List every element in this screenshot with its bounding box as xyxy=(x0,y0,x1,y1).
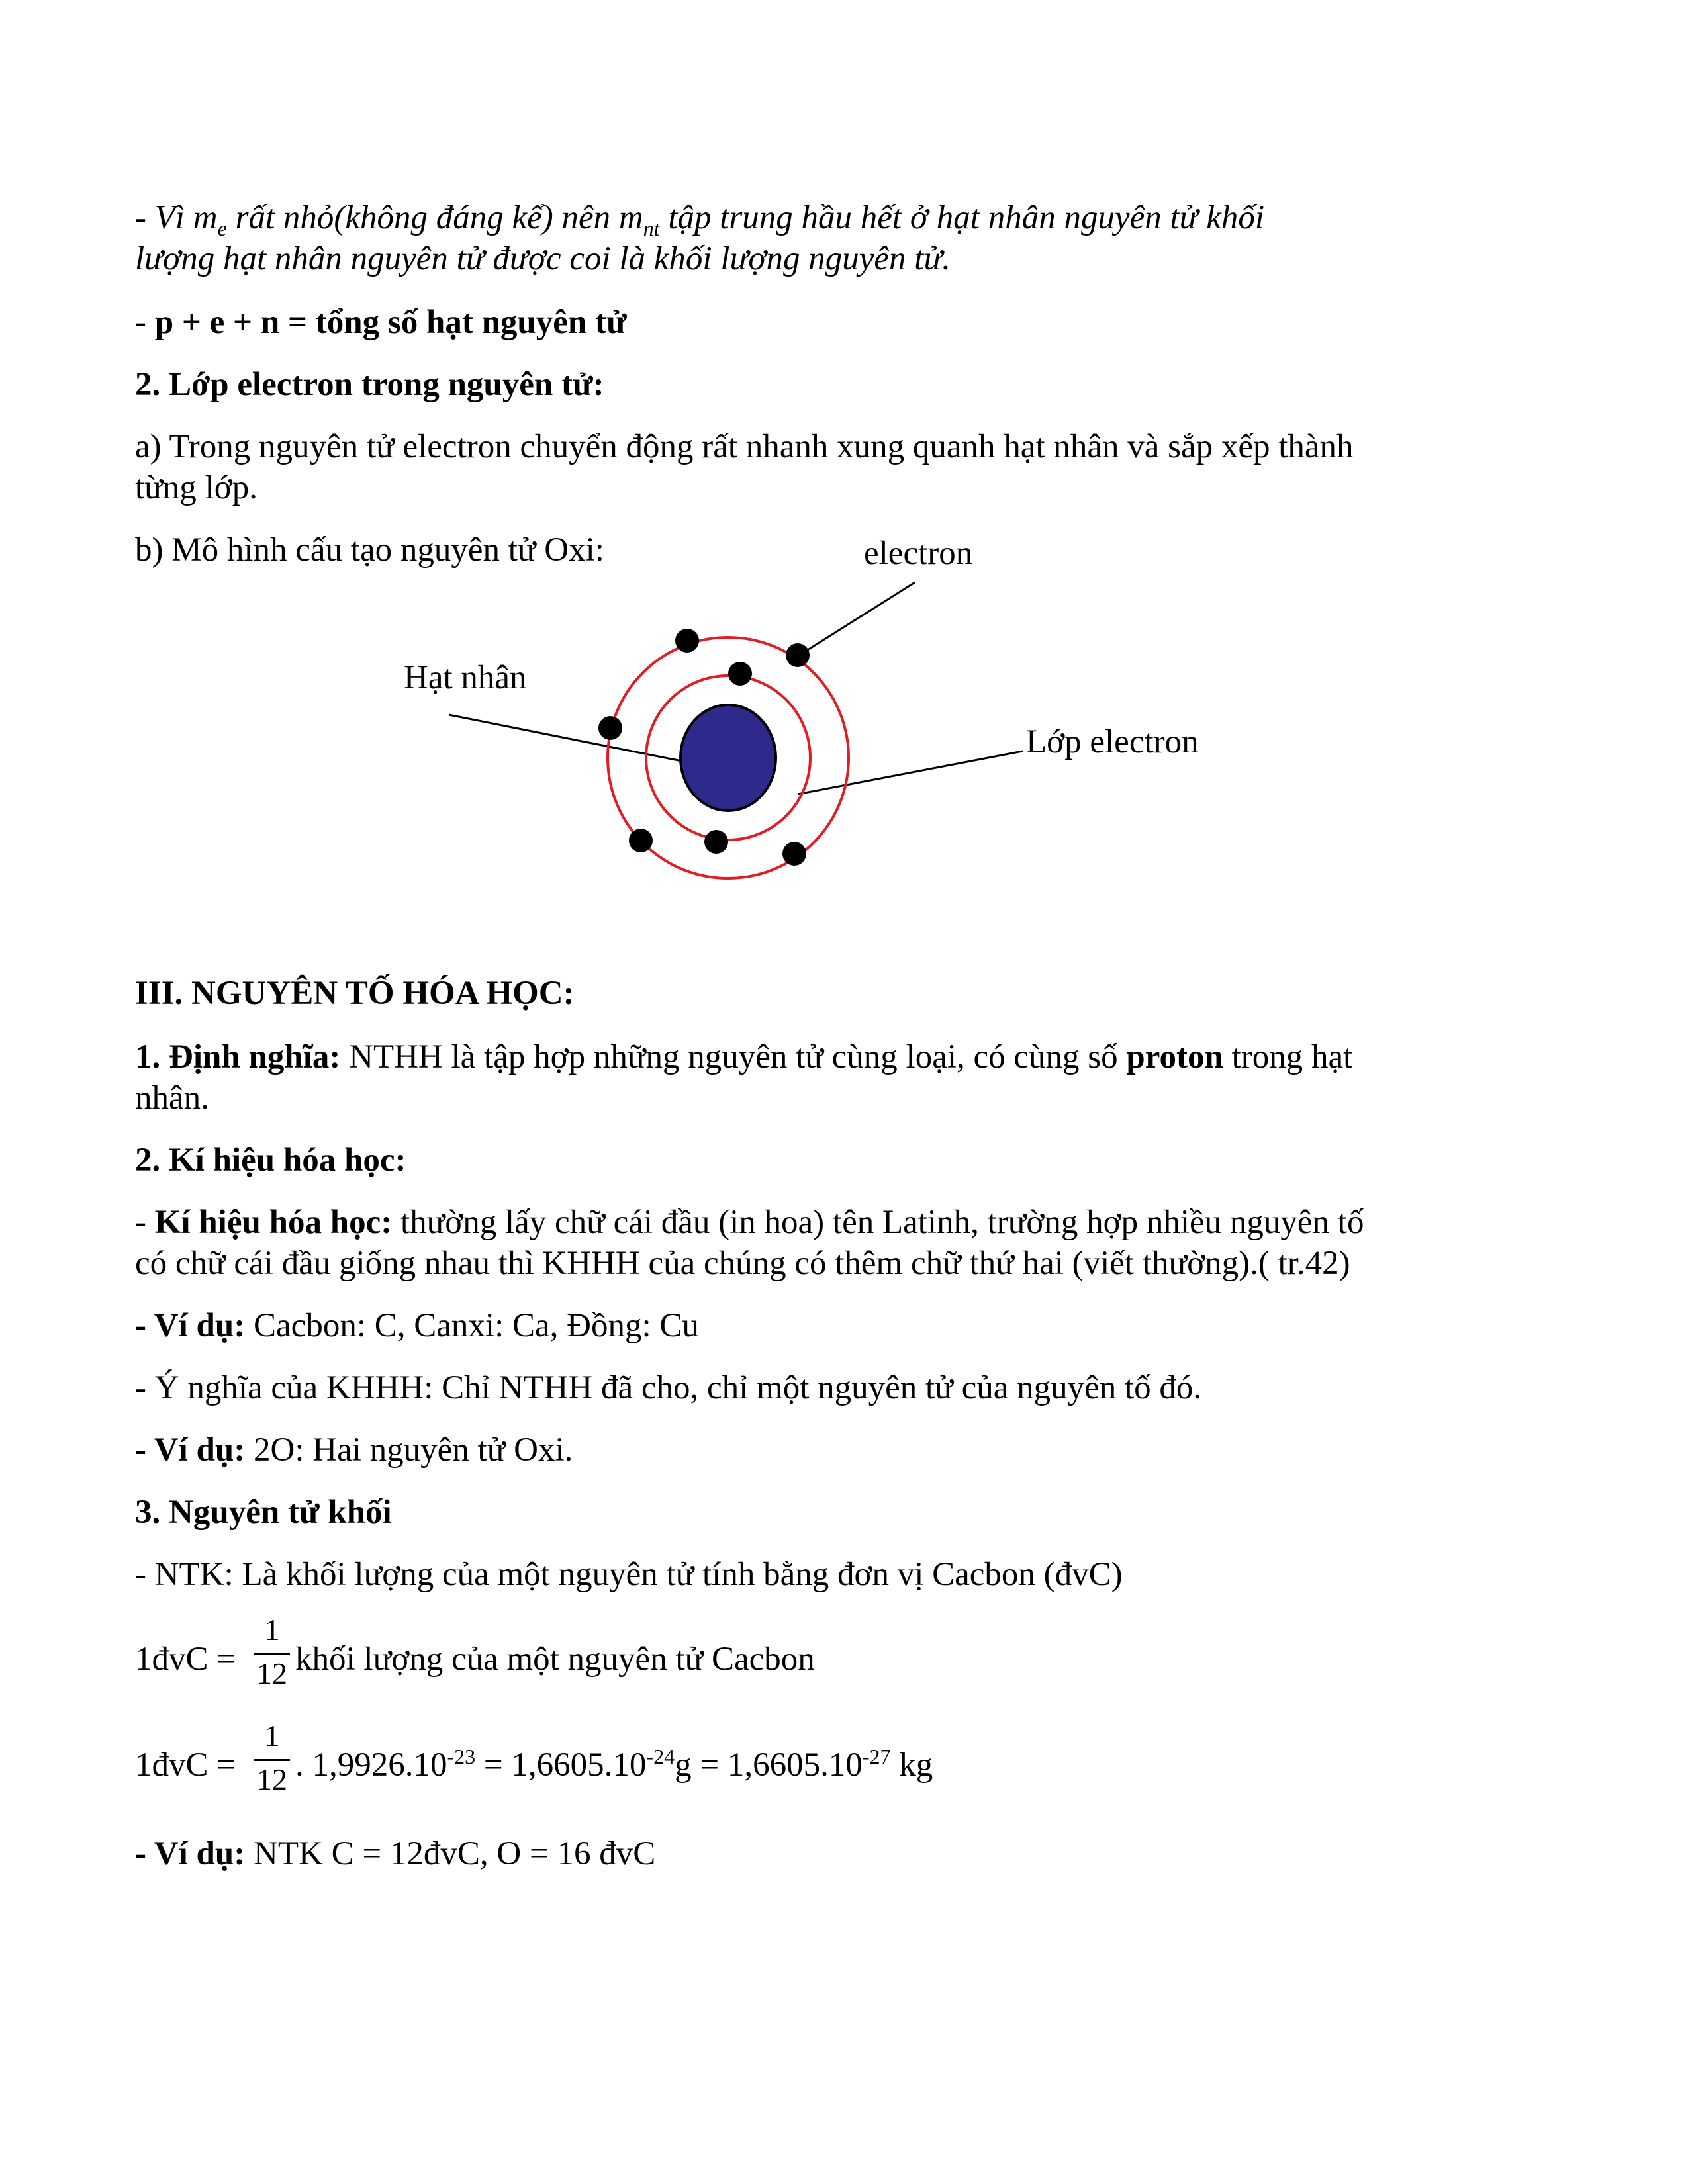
symbol-heading: 2. Kí hiệu hóa học: xyxy=(135,1142,406,1179)
electron-layer-a-line-1: a) Trong nguyên tử electron chuyển động rất nhanh xung quanh hạt nhân và sắp xếp thành xyxy=(135,428,1354,465)
symbol-desc-line-2: có chữ cái đầu giống nhau thì KHHH của chúng có thêm chữ thứ hai (viết thường).( tr.42) xyxy=(135,1245,1350,1282)
definition-line-2: nhân. xyxy=(135,1079,209,1116)
electron-layer-a-line-2: từng lớp. xyxy=(135,469,258,506)
oxygen-atom-diagram xyxy=(0,516,1688,900)
outer-electron xyxy=(782,842,806,866)
example-symbols: - Ví dụ: Cacbon: C, Canxi: Ca, Đồng: Cu xyxy=(135,1307,699,1344)
equation-1-lhs: 1đvC = xyxy=(135,1641,236,1678)
outer-electron xyxy=(675,629,699,653)
label-electron: electron xyxy=(864,535,973,572)
mass-note-line-1: - Vì $m_e$ rất nhỏ(không đáng kể) nên $m_{nt}$ tập trung hầu hết ở hạt nhân nguyên tử khối xyxy=(135,199,1265,241)
equation-1-rhs: khối lượng của một nguyên tử Cacbon xyxy=(295,1641,815,1678)
nucleus xyxy=(680,705,776,811)
example-2o: - Ví dụ: 2O: Hai nguyên tử Oxi. xyxy=(135,1432,573,1469)
electron-layer-b-line: b) Mô hình cấu tạo nguyên tử Oxi: xyxy=(135,531,604,569)
equation-2-rhs: . $1,9926.10^{-23} = 1,6605.10^{-24}g = 1,6605.10^{-27}$ kg xyxy=(295,1745,933,1784)
pointer-electron xyxy=(808,582,915,650)
particle-sum-formula: - p + e + n = tổng số hạt nguyên tử xyxy=(135,304,627,341)
outer-electron xyxy=(786,643,810,667)
electron-layer-heading: 2. Lớp electron trong nguyên tử: xyxy=(135,366,604,403)
atomic-mass-heading: 3. Nguyên tử khối xyxy=(135,1494,392,1531)
equation-2-lhs: 1đvC = xyxy=(135,1747,236,1784)
definition-line-1: 1. Định nghĩa: NTHH là tập hợp những nguyên tử cùng loại, có cùng số proton trong hạt xyxy=(135,1038,1353,1075)
inner-electron xyxy=(704,830,728,854)
symbol-meaning: - Ý nghĩa của KHHH: Chỉ NTHH đã cho, chỉ một nguyên tử của nguyên tố đó. xyxy=(135,1369,1202,1406)
section-element-heading: III. NGUYÊN TỐ HÓA HỌC: xyxy=(135,975,575,1012)
inner-electron xyxy=(728,662,752,686)
label-electron-layer: Lớp electron xyxy=(1026,723,1199,760)
pointer-electron-layer xyxy=(798,751,1023,794)
outer-electron xyxy=(629,829,653,852)
mass-note-line-2: lượng hạt nhân nguyên tử được coi là khối lượng nguyên tử. xyxy=(135,240,951,277)
label-nucleus: Hạt nhân xyxy=(404,659,527,696)
ntk-definition: - NTK: Là khối lượng của một nguyên tử tính bằng đơn vị Cacbon (đvC) xyxy=(135,1556,1123,1593)
example-ntk: - Ví dụ: NTK C = 12đvC, O = 16 đvC xyxy=(135,1835,656,1872)
symbol-desc-line-1: - Kí hiệu hóa học: thường lấy chữ cái đầu (in hoa) tên Latinh, trường hợp nhiều nguyên tố xyxy=(135,1204,1364,1241)
outer-electron xyxy=(598,716,622,740)
